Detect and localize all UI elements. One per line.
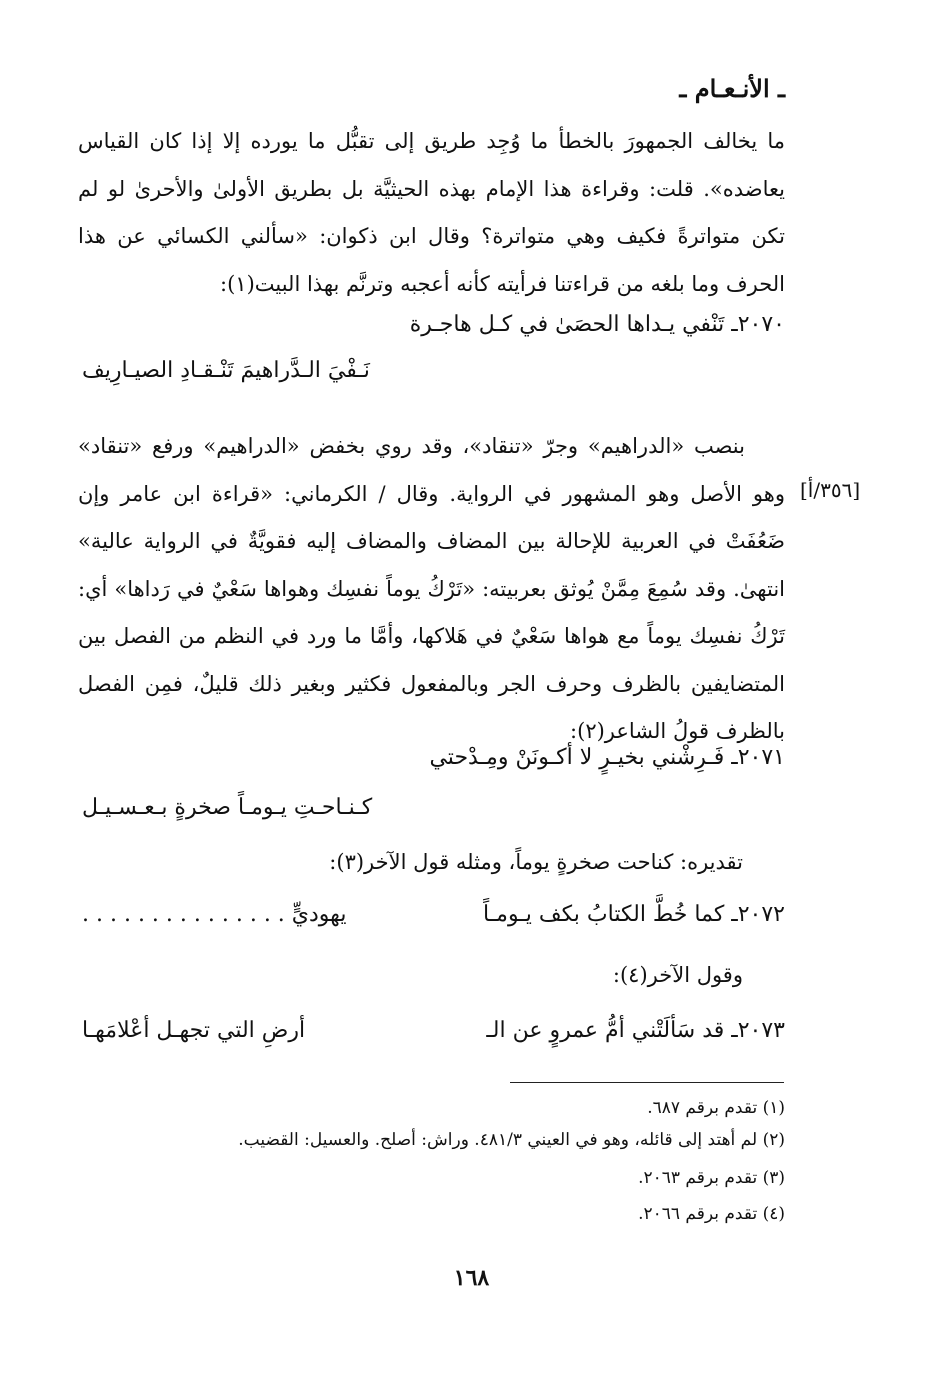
verse-2073-first-hemistich: ٢٠٧٣ـ قد سَألَتْني أمُّ عمروٍ عن الـ — [486, 1018, 785, 1043]
footnote-1: (١) تقدم برقم ٦٨٧. — [647, 1098, 785, 1118]
footnote-separator — [510, 1082, 784, 1083]
paragraph-4: وقول الآخر(٤): — [612, 963, 743, 987]
paragraph-2: بنصب «الدراهيم» وجرّ «تنقاد»، وقد روي بخفض «الدراهيم» ورفع «تنقاد» وهو الأصل وهو المشهور في الرواية. وقال / الكرماني: «قراءة ابن عامر وإن ضَعُفَتْ في العربية للإحالة بين المضاف والمضاف إليه فقويَّةٌ في الرواية عالية» انتهىٰ. وقد سُمِعَ مِمَّنْ يُوثق بعربيته: «تَرْكُ يوماً نفسِك وهواها سَعْيٌ في رَداها» أي: تَرْكُ نفسِك يوماً مع هواها سَعْيٌ في هَلاكها، وأمَّا ما ورد في النظم من الفصل بين المتضايفين بالظرف وحرف الجر وبالمفعول فكثير وبغير ذلك قليلٌ، فمِن الفصل بالظرف قولُ الشاعر(٢): — [78, 434, 786, 743]
paragraph-1: ما يخالف الجمهورَ بالخطأ ما وُجِد طريق إلى تقبُّل ما يورده إلا إذا كان القياس يعاضده». قلت: وقراءة هذا الإمام بهذه الحيثيَّة بل بطريق الأولىٰ والأحرىٰ لو لم تكن متواترةً فكيف وهي متواترة؟ وقال ابن ذكوان: «سألني الكسائي عن هذا الحرف وما بلغه من قراءتنا فرأيته كأنه أعجبه وترنَّم بهذا البيت(١): — [78, 129, 785, 296]
paragraph-3: تقديره: كناحت صخرةٍ يوماً، ومثله قول الآخر(٣): — [329, 850, 743, 874]
footnote-4: (٤) تقدم برقم ٢٠٦٦. — [638, 1204, 785, 1224]
running-header: ـ الأنـعـام ـ — [679, 74, 785, 103]
page-number: ١٦٨ — [453, 1265, 490, 1291]
footnote-3: (٣) تقدم برقم ٢٠٦٣. — [638, 1168, 785, 1188]
footnote-2: (٢) لم أهتد إلى قائله، وهو في العيني ٤٨١/٣. وراش: أصلح. والعسيل: القضيب. — [238, 1130, 785, 1150]
verse-2072-second-hemistich: يهوديٍّ . . . . . . . . . . . . . . . — [82, 902, 347, 927]
verse-2070-first-hemistich: ٢٠٧٠ـ تَنْفي يـداها الحصَىٰ في كـل هاجـرة — [409, 312, 785, 337]
verse-2071-second-hemistich: كـنـاحـتِ يـومـاً صخرةٍ بـعـسـيـل — [82, 795, 373, 820]
verse-2071-first-hemistich: ٢٠٧١ـ فَـرِشْني بخيـرٍ لا أكـونَنْ ومِـدْحتي — [429, 745, 785, 770]
verse-2070-second-hemistich: نَـفْيَ الـدَّراهيمَ تَنْـقـادِ الصيـارِيف — [82, 358, 370, 383]
verse-2072-first-hemistich: ٢٠٧٢ـ كما خُطَّ الكتابُ بكف يـومـاً — [483, 902, 785, 927]
verse-2073-second-hemistich: أرضِ التي تجهـل أعْلامَهـا — [82, 1018, 306, 1043]
margin-folio-reference: [٣٥٦/أ] — [800, 478, 861, 502]
